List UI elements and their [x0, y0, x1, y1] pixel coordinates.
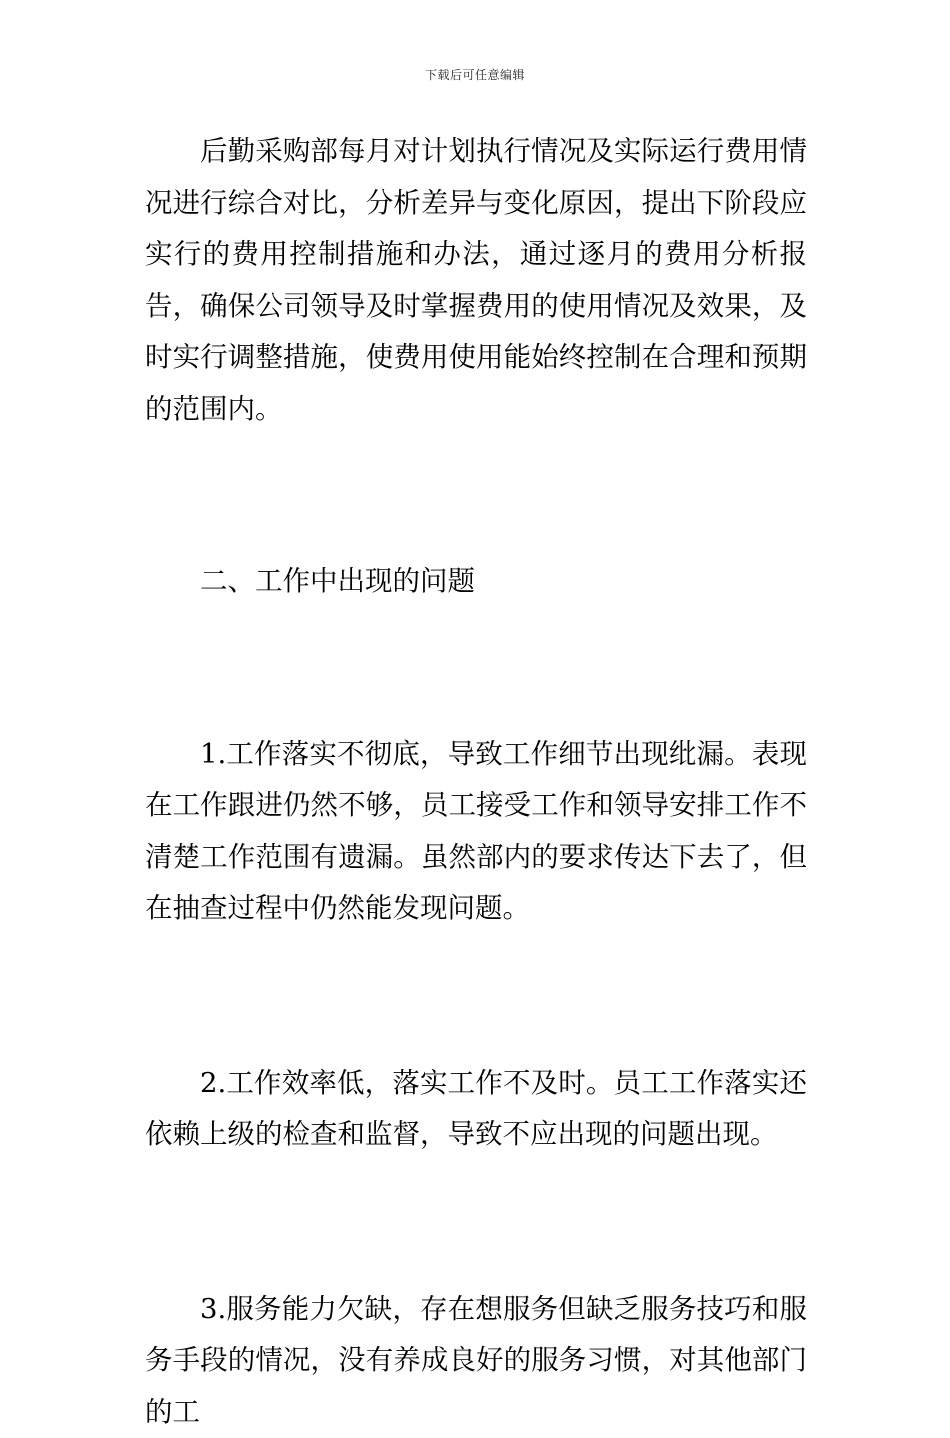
page-header: 下载后可任意编辑	[0, 66, 950, 83]
paragraph-spacer	[145, 1161, 807, 1284]
section-heading-problems: 二、工作中出现的问题	[145, 556, 807, 608]
paragraph-problem-2: 2.工作效率低，落实工作不及时。员工工作落实还依赖上级的检查和监督，导致不应出现的问题出现。	[145, 1058, 807, 1161]
document-body	[145, 126, 807, 1438]
paragraph-problem-1: 1.工作落实不彻底，导致工作细节出现纰漏。表现在工作跟进仍然不够，员工接受工作和领导安排工作不清楚工作范围有遗漏。虽然部内的要求传达下去了，但在抽查过程中仍然能发现问题。	[145, 729, 807, 935]
paragraph-cost-control: 后勤采购部每月对计划执行情况及实际运行费用情况进行综合对比，分析差异与变化原因，提出下阶段应实行的费用控制措施和办法，通过逐月的费用分析报告，确保公司领导及时掌握费用的使用情况及效果，及时实行调整措施，使费用使用能始终控制在合理和预期的范围内。	[145, 126, 807, 435]
paragraph-problem-3: 3.服务能力欠缺，存在想服务但缺乏服务技巧和服务手段的情况，没有养成良好的服务习惯，对其他部门的工	[145, 1284, 807, 1438]
paragraph-spacer	[145, 935, 807, 1058]
paragraph-spacer	[145, 608, 807, 729]
paragraph-spacer	[145, 435, 807, 556]
